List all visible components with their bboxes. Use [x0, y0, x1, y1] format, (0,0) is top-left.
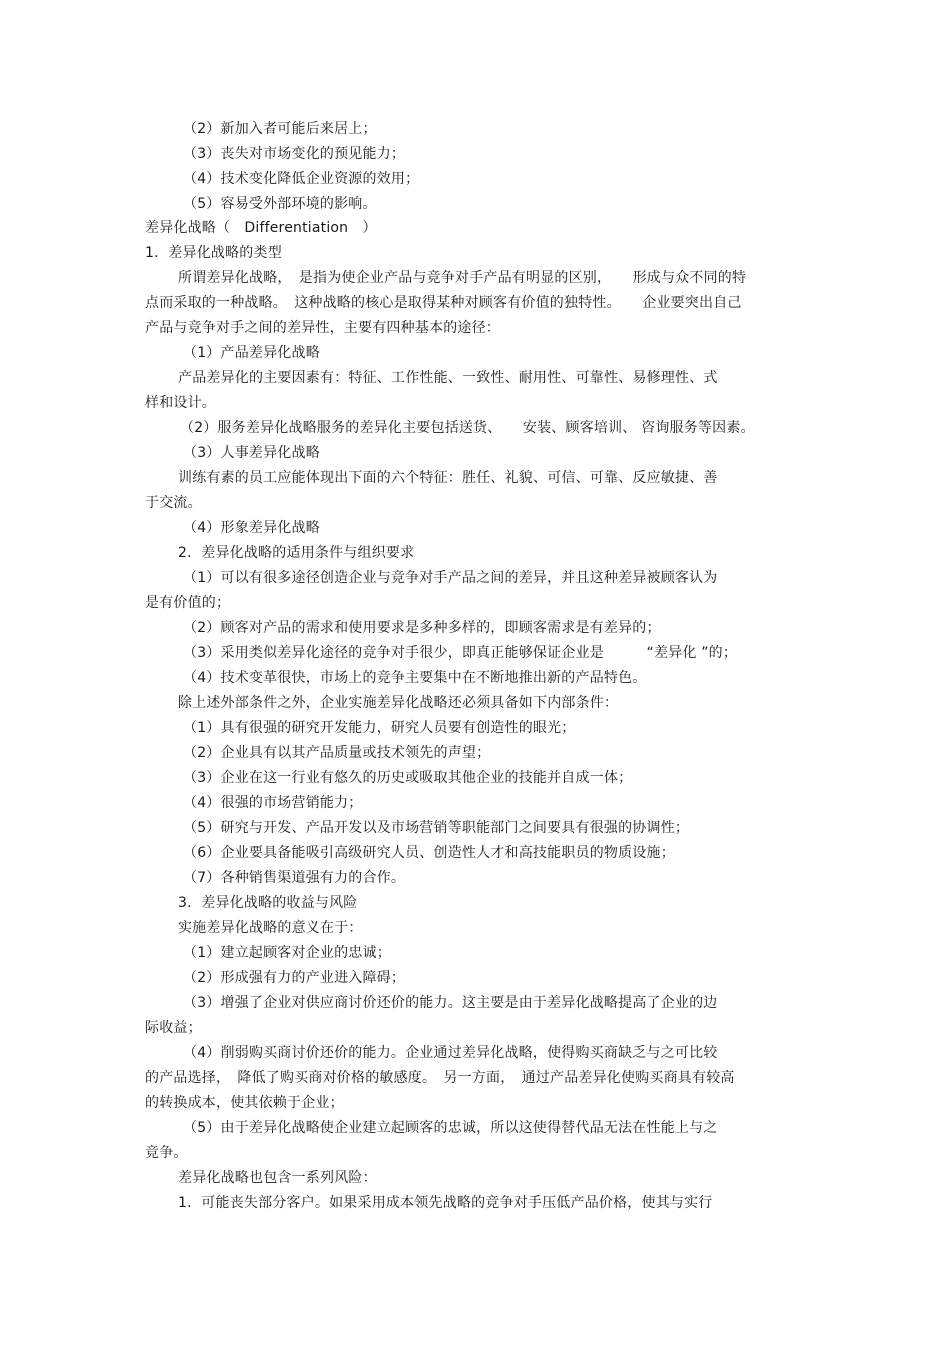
text-line: 训练有素的员工应能体现出下面的六个特征：胜任、礼貌、可信、可靠、反应敏捷、善	[178, 470, 718, 486]
text-line: （4）技术变化降低企业资源的效用；	[183, 171, 420, 187]
text-line: （6）企业要具备能吸引高级研究人员、创造性人才和高技能职员的物质设施；	[183, 845, 675, 861]
text-line: （2）顾客对产品的需求和使用要求是多种多样的，即顾客需求是有差异的；	[183, 620, 661, 636]
text-line: （4）技术变革很快，市场上的竞争主要集中在不断地推出新的产品特色。	[183, 670, 647, 686]
section-heading: 3．差异化战略的收益与风险	[178, 895, 358, 911]
text-line: （2）企业具有以其产品质量或技术领先的声望；	[183, 745, 491, 761]
text-line: （2）形成强有力的产业进入障碍；	[183, 970, 406, 986]
text-line: 样和设计。	[145, 395, 216, 411]
text-line: （5）容易受外部环境的影响。	[183, 196, 377, 212]
text-line: （1）可以有很多途径创造企业与竞争对手产品之间的差异，并且这种差异被顾客认为	[183, 570, 718, 586]
text-line: （2）新加入者可能后来居上；	[183, 121, 377, 137]
text-line: （5）由于差异化战略使企业建立起顾客的忠诚，所以这使得替代品无法在性能上与之	[183, 1120, 718, 1136]
text-line: 产品差异化的主要因素有：特征、工作性能、一致性、耐用性、可靠性、易修理性、式	[178, 370, 718, 386]
text-line: （4）很强的市场营销能力；	[183, 795, 363, 811]
text-line: （3）丧失对市场变化的预见能力；	[183, 146, 406, 162]
text-line: 差异化战略也包含一系列风险：	[178, 1170, 377, 1186]
section-heading: 2．差异化战略的适用条件与组织要求	[178, 545, 415, 561]
text-line: 点而采取的一种战略。 这种战略的核心是取得某种对顾客有价值的独特性。 企业要突出自己	[145, 295, 742, 311]
text-line: 产品与竞争对手之间的差异性，主要有四种基本的途径：	[145, 320, 500, 336]
text-line: 实施差异化战略的意义在于：	[178, 920, 363, 936]
text-line: （3）采用类似差异化途径的竞争对手很少，即真正能够保证企业是 “差异化 ”的；	[183, 645, 738, 661]
text-line: 的转换成本，使其依赖于企业；	[145, 1095, 344, 1111]
text-line: （5）研究与开发、产品开发以及市场营销等职能部门之间要具有很强的协调性；	[183, 820, 690, 836]
text-line: 所谓差异化战略， 是指为使企业产品与竞争对手产品有明显的区别， 形成与众不同的特	[178, 270, 747, 286]
text-line: （3）人事差异化战略	[183, 445, 320, 461]
section-heading: 差异化战略（ Differentiation ）	[145, 220, 377, 236]
text-line: 除上述外部条件之外，企业实施差异化战略还必须具备如下内部条件：	[178, 695, 619, 711]
text-line: （4）削弱购买商讨价还价的能力。企业通过差异化战略，使得购买商缺乏与之可比较	[183, 1045, 718, 1061]
text-line: 际收益；	[145, 1020, 202, 1036]
text-line: （4）形象差异化战略	[183, 520, 320, 536]
text-line: 的产品选择， 降低了购买商对价格的敏感度。 另一方面， 通过产品差异化使购买商具有较高	[145, 1070, 735, 1086]
text-line: （1）产品差异化战略	[183, 345, 320, 361]
text-line: （3）增强了企业对供应商讨价还价的能力。这主要是由于差异化战略提高了企业的边	[183, 995, 718, 1011]
text-line: 于交流。	[145, 495, 202, 511]
text-line: （1）建立起顾客对企业的忠诚；	[183, 945, 391, 961]
text-line: （2）服务差异化战略服务的差异化主要包括送货、 安装、顾客培训、 咨询服务等因素。	[180, 420, 755, 436]
text-line: （3）企业在这一行业有悠久的历史或吸取其他企业的技能并自成一体；	[183, 770, 633, 786]
text-line: 1．可能丧失部分客户。如果采用成本领先战略的竞争对手压低产品价格，使其与实行	[178, 1195, 713, 1211]
text-line: 竞争。	[145, 1145, 188, 1161]
text-line: （1）具有很强的研究开发能力，研究人员要有创造性的眼光；	[183, 720, 576, 736]
text-line: （7）各种销售渠道强有力的合作。	[183, 870, 406, 886]
text-line: 是有价值的；	[145, 595, 231, 611]
section-heading: 1．差异化战略的类型	[145, 245, 282, 261]
